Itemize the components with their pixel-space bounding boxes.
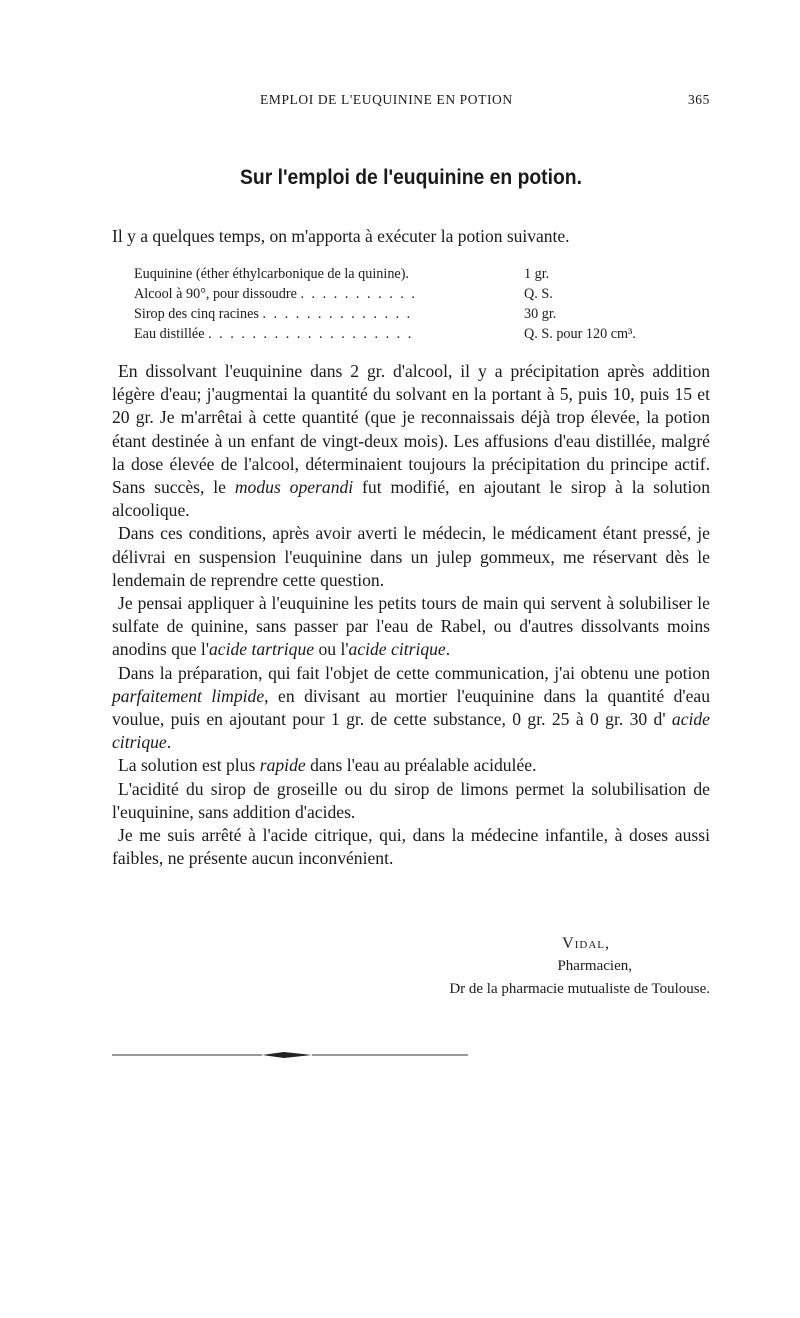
- page-number: 365: [687, 92, 710, 107]
- paragraph: L'acidité du sirop de groseille ou du sirop de limons permet la solubilisation de l'euquinine, sans addition d'acides.: [112, 778, 710, 822]
- italic-term: acide citrique: [112, 709, 710, 753]
- italic-term: parfaitement limpide: [112, 685, 265, 706]
- ingredient-name: Alcool à 90°, pour dissoudre: [134, 286, 297, 302]
- recipe-row: [134, 284, 694, 304]
- ingredient-name: Euquinine (éther éthylcarbonique de la quinine).: [134, 266, 409, 282]
- ingredient-qty: 1 gr.: [524, 266, 550, 282]
- article-body: [112, 360, 710, 870]
- recipe-table: [134, 264, 694, 344]
- italic-term: acide citrique: [348, 639, 446, 660]
- recipe-row: [134, 264, 694, 284]
- page: [112, 0, 710, 1318]
- ingredient-qty: Q. S.: [524, 286, 553, 302]
- paragraph: Dans ces conditions, après avoir averti le médecin, le médicament étant pressé, je délivrai en suspension l'euquinine dans un julep gommeux, me réservant dès le lendemain de reprendre cette question.: [112, 523, 710, 590]
- running-head: [112, 92, 710, 112]
- author-name: Vidal,: [562, 935, 610, 952]
- ingredient-name: Sirop des cinq racines: [134, 306, 259, 322]
- author-role: Pharmacien,: [557, 958, 632, 974]
- intro-paragraph: Il y a quelques temps, on m'apporta à exécuter la potion suivante.: [112, 226, 570, 246]
- paragraph: Dans la préparation, qui fait l'objet de cette communication, j'ai obtenu une potion parfaitement limpide, en divisant au mortier l'euquinine dans la quantité d'eau voulue, puis en ajoutant pour 1 gr. de cette substance, 0 gr. 25 à 0 gr. 30 d' acide citrique.: [112, 662, 710, 753]
- rule-diamond: [262, 1052, 312, 1058]
- paragraph: La solution est plus rapide dans l'eau au préalable acidulée.: [118, 755, 537, 776]
- paragraph: Je me suis arrêté à l'acide citrique, qui, dans la médecine infantile, à doses aussi faibles, ne présente aucun inconvénient.: [112, 825, 710, 869]
- italic-term: modus operandi: [234, 477, 354, 498]
- running-title: EMPLOI DE L'EUQUININE EN POTION: [260, 92, 513, 107]
- italic-term: rapide: [259, 755, 306, 776]
- author-affiliation: Dr de la pharmacie mutualiste de Toulouse.: [449, 981, 710, 997]
- ingredient-name: Eau distillée: [134, 326, 205, 342]
- ingredient-qty: Q. S. pour 120 cm³.: [524, 326, 636, 342]
- italic-term: acide tartrique: [209, 639, 315, 660]
- ornamental-rule: [112, 1050, 468, 1060]
- leader-dots: . . . . . . . . . . .: [300, 286, 417, 302]
- paragraph: Je pensai appliquer à l'euquinine les petits tours de main qui servent à solubiliser le sulfate de quinine, sans passer par l'eau de Rabel, ou d'autres dissolvants moins anodins que l'acide tartrique ou l'acide citrique.: [112, 593, 710, 660]
- article-title: Sur l'emploi de l'euquinine en potion.: [240, 166, 582, 189]
- recipe-row: [134, 324, 694, 344]
- paragraph: En dissolvant l'euquinine dans 2 gr. d'alcool, il y a précipitation après addition légère d'eau; j'augmentai la quantité du solvant en la portant à 5, puis 10, puis 15 et 20 gr. Je m'arrêtai à cette quantité (que je reconnaissais déjà trop élevée, la potion étant destinée à un enfant de vingt-deux mois). Les affusions d'eau distillée, malgré la dose élevée de l'alcool, déterminaient toujours la précipitation du principe actif. Sans succès, le modus operandi fut modifié, en ajoutant le sirop à la solution alcoolique.: [112, 361, 710, 521]
- recipe-row: [134, 304, 694, 324]
- signature-block: [112, 932, 710, 1001]
- ingredient-qty: 30 gr.: [524, 306, 557, 322]
- leader-dots: . . . . . . . . . . . . . .: [262, 306, 413, 322]
- leader-dots: . . . . . . . . . . . . . . . . . . .: [208, 326, 414, 342]
